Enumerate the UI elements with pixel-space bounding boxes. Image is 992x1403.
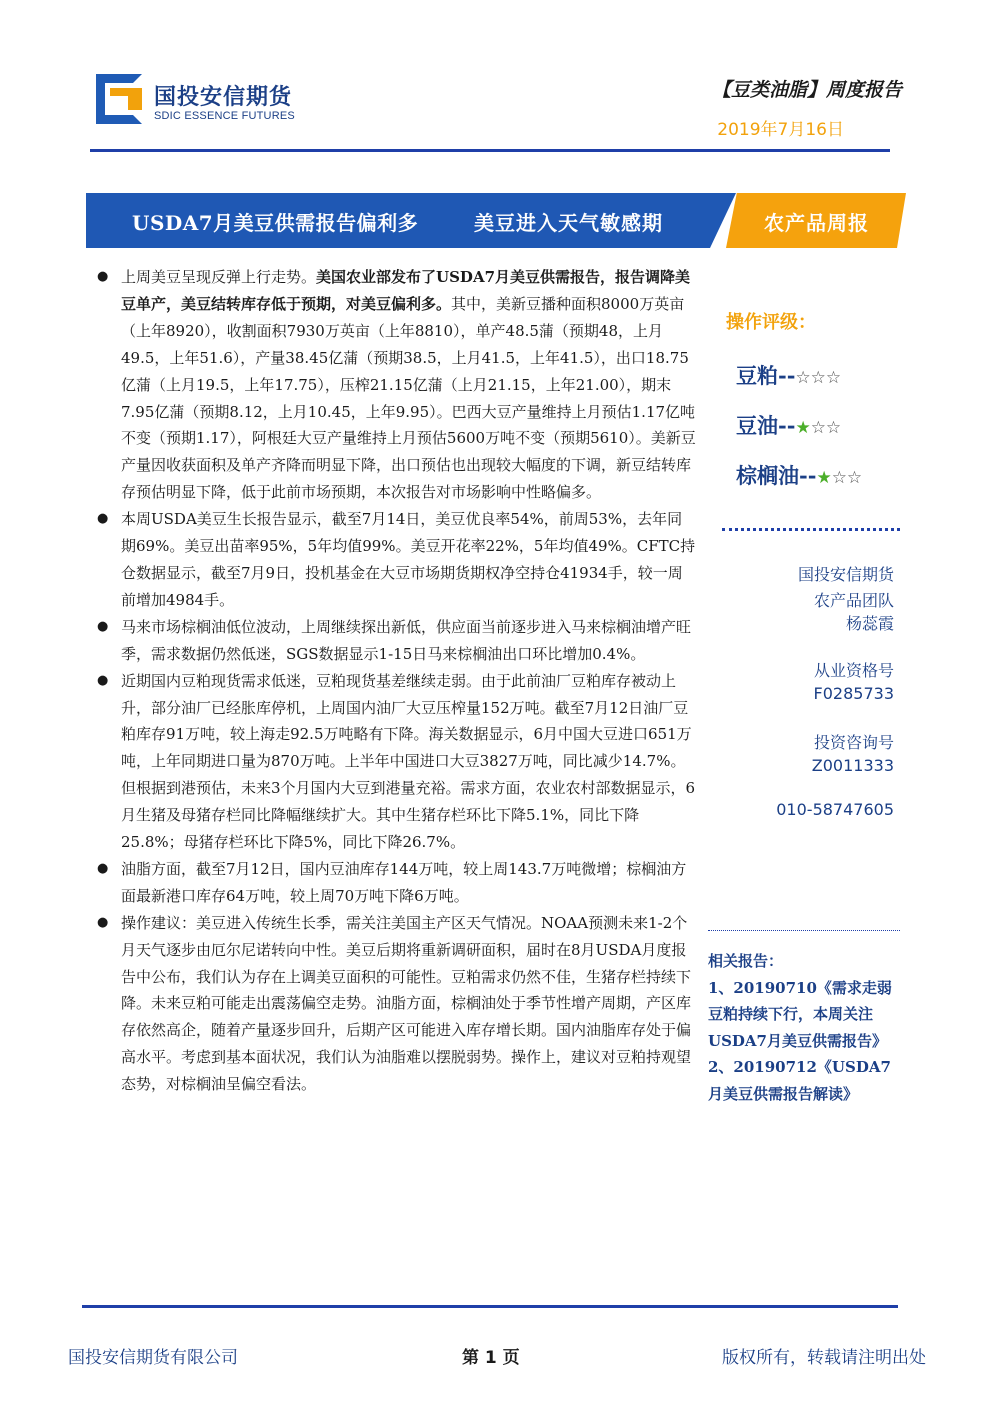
star-empty-icon: ☆☆ <box>831 468 863 488</box>
qualification-number: F0285733 <box>813 684 894 703</box>
sidebar-analyst: 杨蕊霞 <box>845 614 894 633</box>
company-logo <box>96 70 316 130</box>
related-report-link[interactable]: 2、20190712《USDA7月美豆供需报告解读》 <box>708 1058 891 1103</box>
bullet-paragraph <box>97 856 697 910</box>
rating-label: 棕榈油-- <box>736 463 817 488</box>
related-report-link[interactable]: 1、20190710《需求走弱豆粕持续下行，本周关注USDA7月美豆供需报告》 <box>708 978 892 1050</box>
bullet-paragraph <box>97 668 697 856</box>
sidebar-company: 国投安信期货 <box>797 565 894 584</box>
investment-advisory-number: Z0011333 <box>811 756 894 775</box>
banner-title: USDA7月美豆供需报告偏利多 <box>132 211 419 235</box>
bullet-text: 马来市场棕榈油低位波动，上周继续探出新低，供应面当前逐步进入马来棕榈油增产旺季，需求数据仍然低迷，SGS数据显示1-15日马来棕榈油出口环比增加0.4%。 <box>121 617 692 663</box>
report-type: 【豆类油脂】周度报告 <box>711 79 902 101</box>
bullet-text: 上周美豆呈现反弹上行走势。 <box>121 268 317 286</box>
rating-label: 豆粕-- <box>736 363 796 388</box>
rating-soyoil <box>736 410 841 440</box>
star-filled-icon: ★ <box>795 418 811 438</box>
banner-category-tag: 农产品周报 <box>764 211 869 235</box>
investment-advisory-label: 投资咨询号 <box>813 733 894 752</box>
star-empty-icon: ☆☆ <box>810 418 842 438</box>
logo-english-name: SDIC ESSENCE FUTURES <box>154 110 295 122</box>
rating-label: 豆油-- <box>736 413 796 438</box>
sidebar-team: 农产品团队 <box>813 591 894 610</box>
banner-subtitle: 美豆进入天气敏感期 <box>474 211 663 235</box>
related-reports <box>708 948 900 1107</box>
footer-copyright: 版权所有，转载请注明出处 <box>722 1348 926 1368</box>
title-banner <box>86 193 906 248</box>
star-empty-icon: ☆☆☆ <box>795 368 842 388</box>
bullet-text: 油脂方面，截至7月12日，国内豆油库存144万吨，较上周143.7万吨微增；棕榈油方面最新港口库存64万吨，较上周70万吨下降6万吨。 <box>121 859 687 905</box>
bullet-text: 近期国内豆粕现货需求低迷，豆粕现货基差继续走弱。由于此前油厂豆粕库存被动上升，部分油厂已经胀库停机，上周国内油厂大豆压榨量152万吨。截至7月12日油厂豆粕库存91万吨，较上海走92.5万吨略有下降。海关数据显示，6月中国大豆进口651万吨，上年同期进口量为870万吨。上半年中国进口大豆3827万吨，同比减少14.7%。但根据到港预估，未来3个月国内大豆到港量充裕。需求方面，农业农村部数据显示，6月生猪及母猪存栏同比降幅继续扩大。其中生猪存栏环比下降5.1%，同比下降25.8%；母猪存栏环比下降5%，同比下降26.7%。 <box>121 671 696 852</box>
logo-mark-icon <box>96 74 142 124</box>
bullet-text: 本周USDA美豆生长报告显示，截至7月14日，美豆优良率54%，前周53%，去年同期69%。美豆出苗率95%，5年均值99%。美豆开花率22%，5年均值49%。CFTC持仓数据显示，截至7月9日，投机基金在大豆市场期货期权净空持仓41934手，较一周前增加4984手。 <box>121 510 696 609</box>
report-date: 2019年7月16日 <box>717 120 844 140</box>
rating-soymeal <box>736 360 841 390</box>
page-number: 第 1 页 <box>462 1348 520 1368</box>
report-body <box>97 264 697 1098</box>
qualification-label: 从业资格号 <box>813 661 894 680</box>
star-filled-icon: ★ <box>816 468 832 488</box>
header-divider <box>90 149 890 152</box>
bullet-paragraph <box>97 264 697 506</box>
logo-chinese-name: 国投安信期货 <box>154 85 293 110</box>
bullet-paragraph <box>97 614 697 668</box>
sidebar-divider <box>708 930 900 931</box>
phone-number: 010-58747605 <box>776 800 894 819</box>
rating-title: 操作评级： <box>726 312 816 333</box>
related-reports-heading: 相关报告： <box>708 952 784 970</box>
rating-palmoil <box>736 460 862 490</box>
footer-company: 国投安信期货有限公司 <box>68 1348 238 1368</box>
bullet-text: 操作建议：美豆进入传统生长季，需关注美国主产区天气情况。NOAA预测未来1-2个月天气逐步由厄尔尼诺转向中性。美豆后期将重新调研面积，届时在8月USDA月度报告中公布，我们认为存在上调美豆面积的可能性。豆粕需求仍然不佳，生猪存栏持续下降。未来豆粕可能走出震荡偏空走势。油脂方面，棕榈油处于季节性增产周期，产区库存依然高企，随着产量逐步回升，后期产区可能进入库存增长期。国内油脂库存处于偏高水平。考虑到基本面状况，我们认为油脂难以摆脱弱势。操作上，建议对豆粕持观望态势，对棕榈油呈偏空看法。 <box>121 913 692 1094</box>
bullet-text: 其中，美新豆播种面积8000万英亩（上年8920），收割面积7930万英亩（上年8810），单产48.5蒲（预期48，上月49.5，上年51.6），产量38.45亿蒲（预期38.5，上月41.5，上年41.5），出口18.75亿蒲（上月19.5，上年17.75），压榨21.15亿蒲（上月21.15，上年21.00），期末7.95亿蒲（预期8.12，上月10.45，上年9.95）。巴西大豆产量维持上月预估1.17亿吨不变（预期1.17），阿根廷大豆产量维持上月预估5600万吨不变（预期5610）。美新豆产量因收获面积及单产齐降而明显下降，出口预估也出现较大幅度的下调，新豆结转库存预估明显下降，低于此前市场预期，本次报告对市场影响中性略偏多。 <box>121 294 696 502</box>
sidebar-divider <box>722 528 900 531</box>
footer-divider <box>82 1305 898 1308</box>
bullet-bold-text: 美国农业部发布了USDA7月美豆供需报告，报告调降美豆单产，美豆结转库存低于预期，对美豆偏利多。 <box>121 268 691 313</box>
bullet-paragraph <box>97 910 697 1098</box>
bullet-paragraph <box>97 506 697 614</box>
